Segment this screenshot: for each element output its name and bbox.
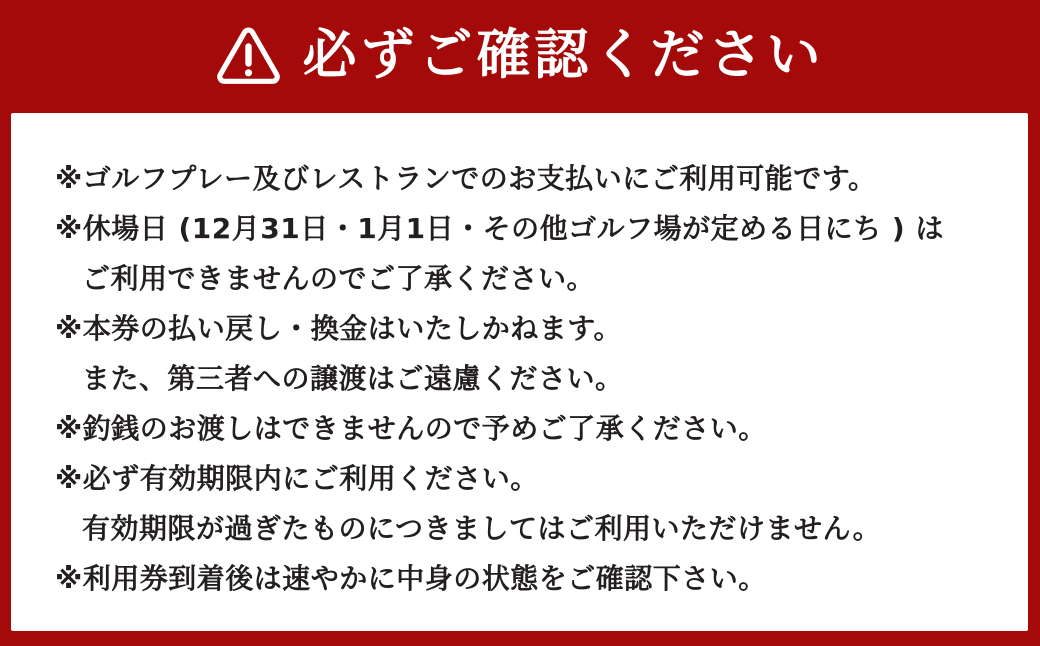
notice-panel xyxy=(11,113,1028,631)
notice-line: ご利用できませんのでご了承ください。 xyxy=(82,262,596,295)
notice-line: ※利用券到着後は速やかに中身の状態をご確認下さい。 xyxy=(55,562,767,595)
notice-line: ※本券の払い戻し・換金はいたしかねます。 xyxy=(55,312,622,345)
page-title: 必ずご確認ください xyxy=(302,22,825,86)
notice-line: ※釣銭のお渡しはできませんので予めご了承ください。 xyxy=(55,412,767,445)
notice-line: 有効期限が過ぎたものにつきましてはご利用いただけません。 xyxy=(82,512,882,545)
warning-triangle-icon xyxy=(216,26,281,87)
notice-line: ※休場日 (12月31日・1月1日・その他ゴルフ場が定める日にち ) は xyxy=(55,212,944,245)
header xyxy=(0,0,1040,113)
notice-line: ※必ず有効期限内にご利用ください。 xyxy=(55,462,539,495)
notice-line: ※ゴルフプレー及びレストランでのお支払いにご利用可能です。 xyxy=(55,162,877,195)
notice-line: また、第三者への譲渡はご遠慮ください。 xyxy=(82,362,624,395)
